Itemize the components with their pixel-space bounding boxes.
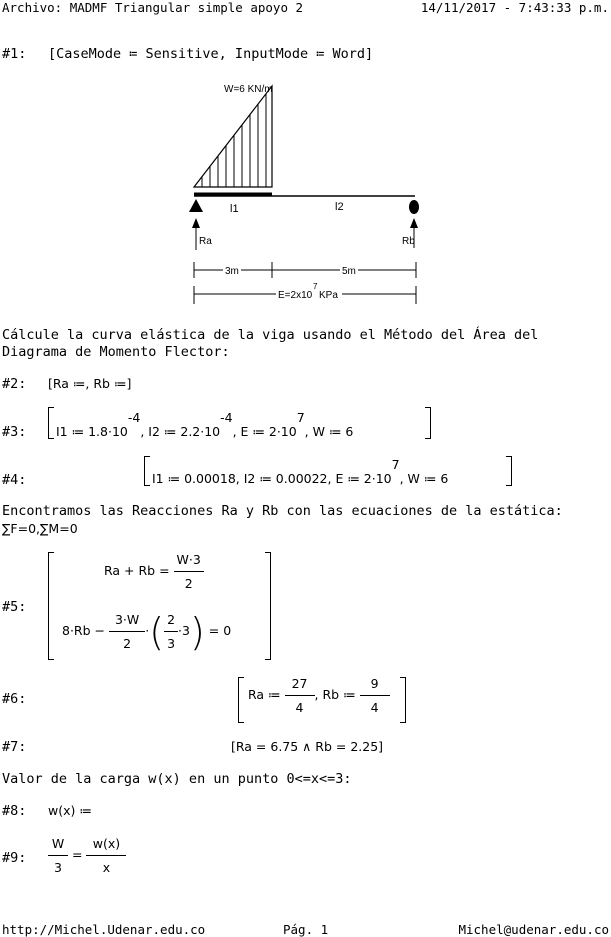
line7-text: [Ra = 6.75 ∧ Rb = 2.25]	[231, 739, 384, 754]
line6-label: #6:	[2, 691, 27, 707]
eq2-fraction1: $\frac{3\cdot W}{2}$	[109, 612, 145, 651]
line6-bracket-left	[238, 677, 244, 723]
line8-text: w(x) ≔	[48, 803, 92, 818]
line5-bracket-right	[265, 552, 271, 660]
eq2-fraction2: $\frac{2}{3}$	[164, 612, 178, 651]
footer-url: http://Michel.Udenar.edu.co	[2, 922, 206, 937]
line7-label: #7:	[2, 739, 27, 755]
line4-expr: I1 ≔ 0.00018, I2 ≔ 0.00022, E ≔ 2·107, W ≔ 6	[152, 457, 449, 486]
line1-label: #1:	[2, 46, 27, 62]
e-unit: KPa	[319, 290, 338, 301]
header-file: Archivo: MADMF Triangular simple apoyo 2	[2, 0, 304, 15]
dim-3m: 3m	[225, 266, 239, 277]
line5-label: #5:	[2, 599, 27, 615]
l1-label: l1	[230, 203, 239, 215]
line9-label: #9:	[2, 850, 27, 866]
prose-reacciones: Encontramos las Reacciones Ra y Rb con las ecuaciones de la estática: ∑F=0,∑M=0	[2, 503, 563, 536]
support-roller	[409, 200, 419, 214]
line5-eq2: 8·Rb − $\frac{3\cdot W}{2}$ ·( $\frac{2}{3}$ ·3) = 0	[62, 609, 232, 654]
line8-label: #8:	[2, 803, 27, 819]
line6-expr: Ra ≔ $\frac{27}{4}$ , Rb ≔ $\frac{9}{4}$	[248, 676, 390, 715]
eq1-fraction: $\frac{W\cdot 3}{2}$	[174, 552, 204, 591]
rb-arrow	[410, 218, 418, 228]
line5-bracket-left	[48, 552, 54, 660]
footer-page: Pág. 1	[283, 922, 329, 937]
load-label: W=6 KN/m	[224, 84, 273, 95]
prose-metodo: Cálcule la curva elástica de la viga usando el Método del Área del Diagrama de Momento Flector:	[2, 327, 539, 360]
prose-carga: Valor de la carga w(x) en un punto 0<=x<=3:	[2, 771, 352, 787]
footer-email: Michel@udenar.edu.co	[458, 922, 609, 937]
line6-bracket-right	[400, 677, 406, 723]
line9-expr: $\frac{W}{3}$ = $\frac{w(x)}{x}$	[48, 836, 126, 875]
line1-text: [CaseMode ≔ Sensitive, InputMode ≔ Word]	[48, 46, 374, 62]
ra-arrow	[192, 218, 200, 228]
support-pin	[189, 199, 203, 212]
line3-expr: I1 ≔ 1.8·10-4, I2 ≔ 2.2·10-4, E ≔ 2·107, W ≔ 6	[56, 410, 354, 439]
load-triangle	[194, 86, 272, 187]
line4-bracket-left	[144, 456, 150, 486]
dim-5m: 5m	[342, 266, 356, 277]
line3-bracket-left	[48, 407, 54, 439]
line2-text: [Ra ≔, Rb ≔]	[48, 376, 132, 391]
line5-eq1: Ra + Rb = $\frac{W\cdot 3}{2}$	[104, 552, 204, 591]
line4-bracket-right	[506, 456, 512, 486]
line2-label: #2:	[2, 376, 27, 392]
line3-bracket-right	[425, 407, 431, 439]
line4-label: #4:	[2, 472, 27, 488]
ra-label: Ra	[199, 236, 212, 247]
l2-label: l2	[335, 201, 344, 213]
e-label: E=2x10	[278, 290, 313, 301]
line3-label: #3:	[2, 424, 27, 440]
beam-diagram	[180, 72, 425, 312]
header-datetime: 14/11/2017 - 7:43:33 p.m.	[420, 0, 609, 15]
e-exp: 7	[313, 282, 318, 291]
rb-label: Rb	[402, 236, 415, 247]
